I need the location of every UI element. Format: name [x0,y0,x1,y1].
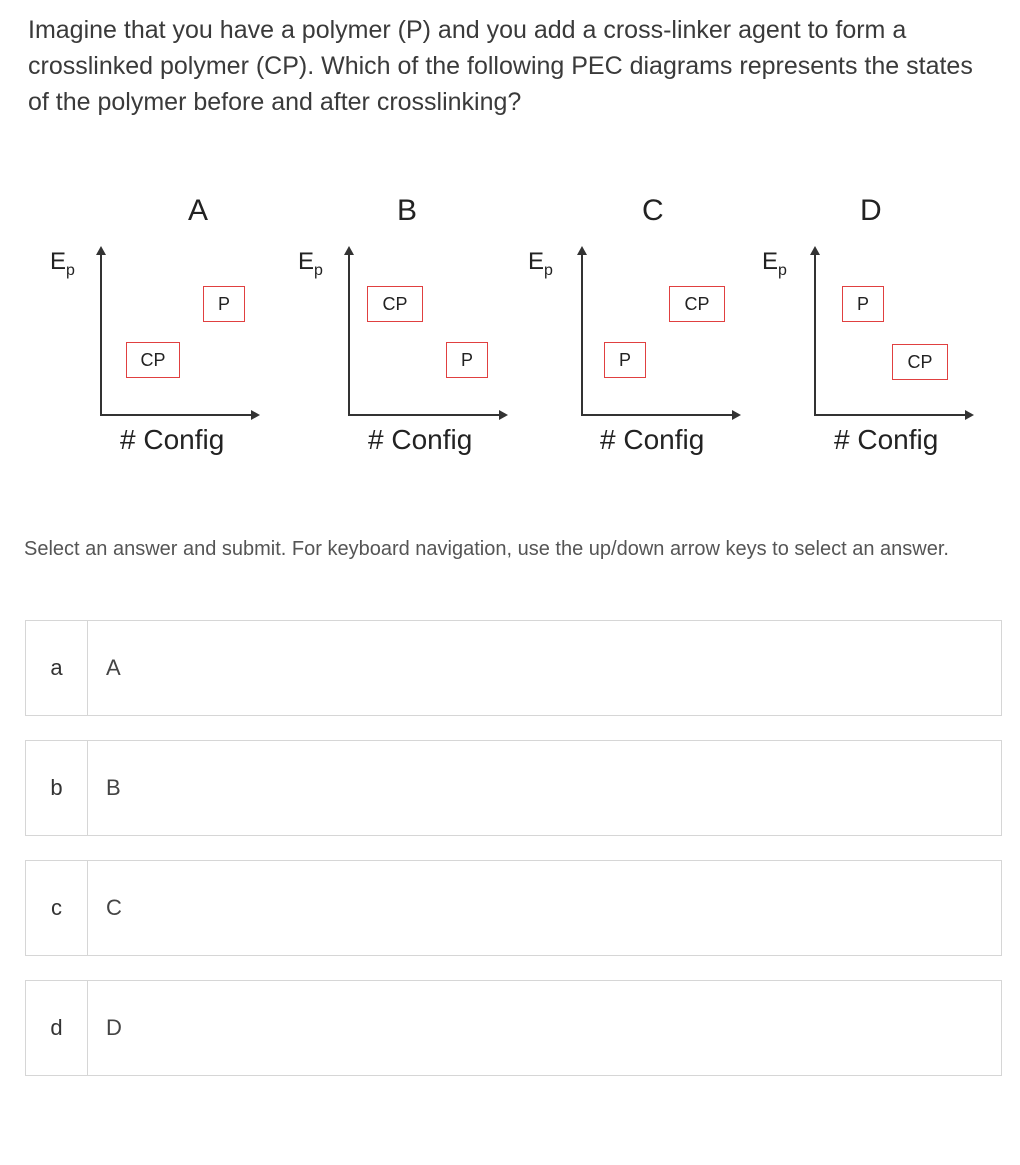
diagram-b-ep-label: $E_p$ [298,248,323,279]
diagram-b-x-label: # Config [368,424,473,455]
option-a[interactable] [25,620,1002,716]
question-text: Imagine that you have a polymer (P) and you add a cross-linker agent to form a crosslinked polymer (CP). Which of the following PEC diagrams represents the states of the polymer before and after crosslinking? [28,16,973,116]
diagram-c-ep-label: $E_p$ [528,248,553,279]
option-b[interactable] [25,740,1002,836]
option-c-key: c [26,861,88,955]
option-a-key: a [26,621,88,715]
option-c-value: C [106,895,122,920]
option-b-value: B [106,775,121,800]
diagram-c-x-label: # Config [600,424,705,455]
option-b-key: b [26,741,88,835]
diagram-d-x-axis [814,414,966,416]
option-a-value: A [106,655,121,680]
diagram-d-box-upper: P [842,286,884,322]
diagram-d-box-lower: CP [892,344,948,380]
diagram-c-box-lower: P [604,342,646,378]
diagram-d-ep-label: $E_p$ [762,248,787,279]
option-d[interactable] [25,980,1002,1076]
diagram-a-y-axis [100,254,102,416]
diagram-b-x-axis [348,414,500,416]
diagram-b-box-upper: CP [367,286,423,322]
diagram-c-x-axis [581,414,733,416]
option-d-key: d [26,981,88,1075]
diagram-b-box-lower: P [446,342,488,378]
diagram-c-box-upper: CP [669,286,725,322]
instruction-text: Select an answer and submit. For keyboard navigation, use the up/down arrow keys to select an answer. [24,538,949,560]
diagram-d-y-axis [814,254,816,416]
diagram-a-x-label: # Config [120,424,225,455]
diagram-d [714,190,954,470]
option-c[interactable] [25,860,1002,956]
diagram-c-letter: C [642,194,664,227]
diagram-a-ep-label: $E_p$ [50,248,75,279]
diagram-b-y-axis [348,254,350,416]
diagram-b-letter: B [397,194,418,227]
diagram-c [480,190,720,470]
diagram-a-box-upper: P [203,286,245,322]
diagram-a-x-axis [100,414,252,416]
diagram-d-letter: D [860,194,882,227]
diagram-a [0,190,240,470]
diagram-a-letter: A [188,194,209,227]
option-d-value: D [106,1015,122,1040]
pec-diagrams-figure [0,190,1020,480]
diagram-d-x-label: # Config [834,424,939,455]
diagram-c-y-axis [581,254,583,416]
diagram-a-box-lower: CP [126,342,180,378]
diagram-b [248,190,488,470]
